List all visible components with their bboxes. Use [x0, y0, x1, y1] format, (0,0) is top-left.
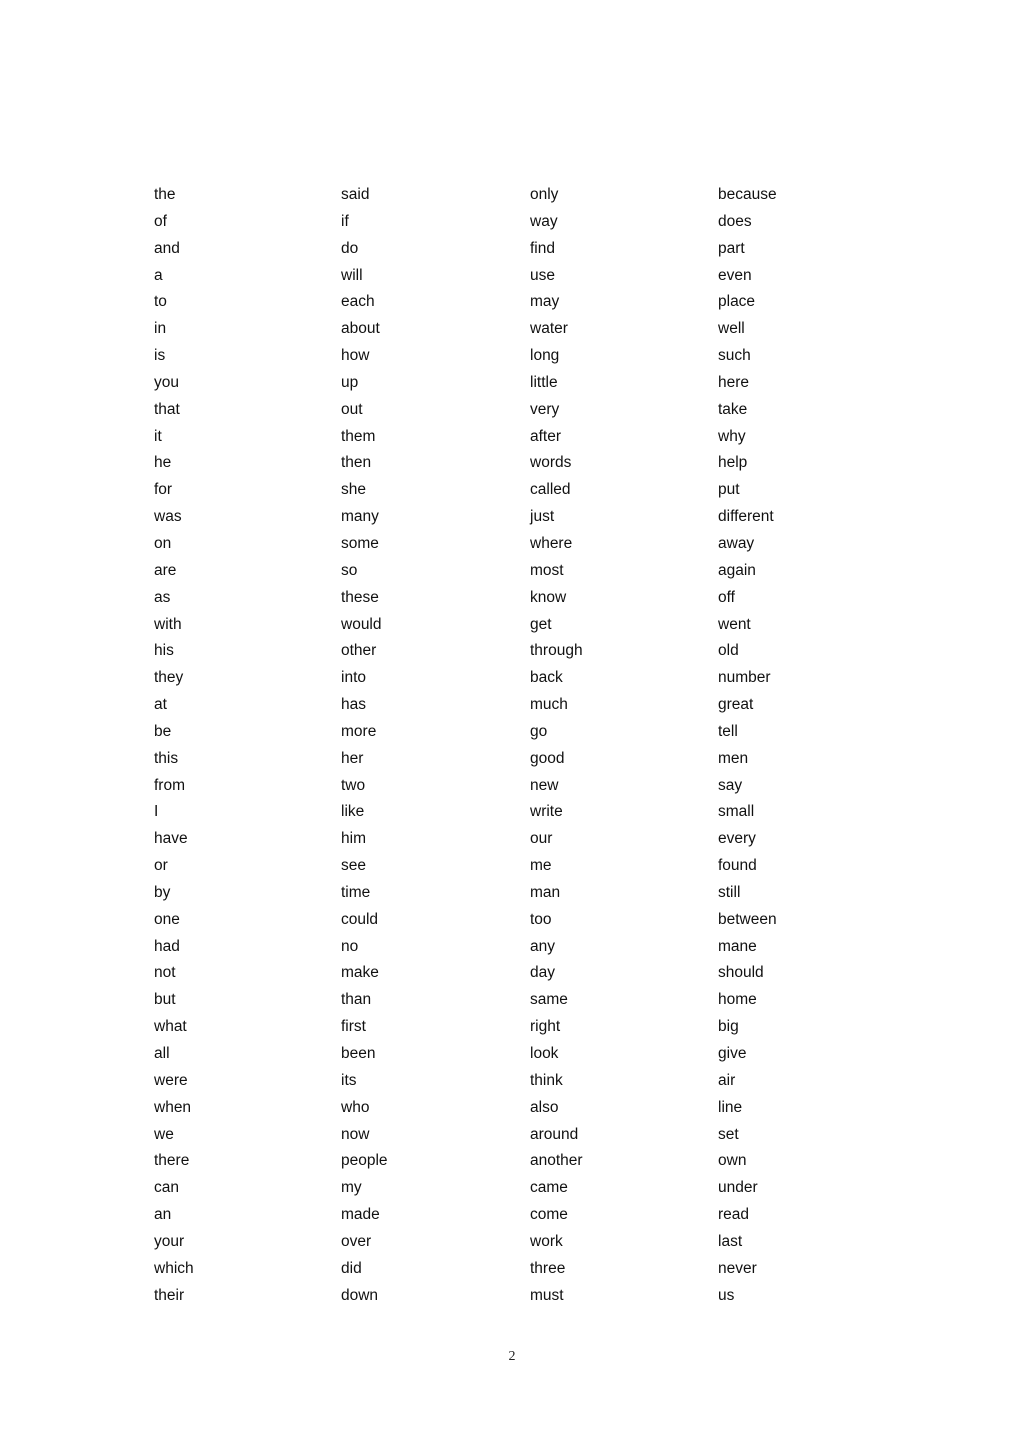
- word-item: write: [530, 803, 563, 821]
- word-item: over: [341, 1232, 372, 1250]
- word-item: must: [530, 1286, 564, 1304]
- word-item: under: [718, 1179, 758, 1197]
- word-item: even: [718, 266, 752, 284]
- word-item: through: [530, 642, 583, 660]
- word-list-table: [154, 182, 914, 1312]
- word-item: made: [341, 1206, 380, 1224]
- word-item: way: [530, 212, 558, 230]
- word-item: should: [718, 964, 764, 982]
- word-item: just: [530, 508, 555, 526]
- word-item: could: [341, 910, 379, 928]
- word-item: does: [718, 212, 752, 230]
- word-item: why: [718, 427, 746, 445]
- word-item: well: [718, 320, 745, 338]
- word-item: make: [341, 964, 379, 982]
- word-item: set: [718, 1125, 739, 1143]
- word-item: by: [154, 883, 171, 901]
- word-item: her: [341, 749, 364, 767]
- word-item: many: [341, 508, 379, 526]
- word-item: take: [718, 400, 748, 418]
- word-item: up: [341, 373, 359, 391]
- word-item: but: [154, 991, 176, 1009]
- word-item: will: [341, 266, 363, 284]
- word-item: again: [718, 561, 756, 579]
- word-item: come: [530, 1206, 568, 1224]
- word-item: use: [530, 266, 555, 284]
- word-item: two: [341, 776, 366, 794]
- word-item: when: [154, 1098, 192, 1116]
- word-item: water: [530, 320, 568, 338]
- word-item: he: [154, 454, 172, 472]
- word-item: any: [530, 937, 555, 955]
- word-item: one: [154, 910, 180, 928]
- word-item: find: [530, 239, 555, 257]
- word-column-4: [718, 182, 898, 1309]
- word-item: air: [718, 1071, 736, 1089]
- word-item: part: [718, 239, 745, 257]
- word-item: tell: [718, 722, 738, 740]
- word-item: people: [341, 1152, 388, 1170]
- word-item: work: [530, 1232, 563, 1250]
- word-item: also: [530, 1098, 559, 1116]
- word-item: time: [341, 883, 371, 901]
- word-item: great: [718, 696, 754, 714]
- word-item: be: [154, 722, 172, 740]
- word-item: line: [718, 1098, 743, 1116]
- word-item: of: [154, 212, 167, 230]
- word-item: was: [154, 508, 182, 526]
- word-item: new: [530, 776, 559, 794]
- word-item: had: [154, 937, 180, 955]
- word-item: more: [341, 722, 377, 740]
- word-item: back: [530, 669, 563, 687]
- word-item: mane: [718, 937, 757, 955]
- word-item: good: [530, 749, 565, 767]
- word-item: words: [530, 454, 572, 472]
- word-item: every: [718, 830, 756, 848]
- word-item: off: [718, 588, 735, 606]
- word-item: different: [718, 508, 774, 526]
- word-item: most: [530, 561, 564, 579]
- word-item: such: [718, 347, 751, 365]
- word-item: in: [154, 320, 167, 338]
- word-item: is: [154, 347, 166, 365]
- word-item: at: [154, 696, 167, 714]
- word-item: look: [530, 1045, 559, 1062]
- word-item: around: [530, 1125, 579, 1143]
- word-item: very: [530, 400, 560, 418]
- word-item: how: [341, 347, 370, 365]
- word-item: what: [154, 1018, 187, 1036]
- word-item: other: [341, 642, 377, 660]
- word-item: did: [341, 1259, 362, 1277]
- word-item: home: [718, 991, 757, 1009]
- word-item: called: [530, 481, 571, 499]
- word-item: here: [718, 373, 750, 391]
- word-item: or: [154, 857, 168, 875]
- word-item: now: [341, 1125, 370, 1143]
- word-item: see: [341, 857, 366, 875]
- word-item: read: [718, 1206, 750, 1224]
- word-item: place: [718, 293, 756, 311]
- word-item: where: [530, 534, 573, 552]
- word-item: help: [718, 454, 748, 472]
- word-item: were: [154, 1071, 188, 1089]
- word-item: this: [154, 749, 179, 767]
- word-item: been: [341, 1045, 376, 1062]
- word-item: from: [154, 776, 185, 794]
- word-item: have: [154, 830, 188, 848]
- word-item: your: [154, 1232, 185, 1250]
- word-item: on: [154, 534, 172, 552]
- word-item: its: [341, 1071, 357, 1089]
- word-item: last: [718, 1232, 743, 1250]
- word-item: away: [718, 534, 755, 552]
- word-item: there: [154, 1152, 190, 1170]
- word-item: only: [530, 186, 559, 203]
- word-item: each: [341, 293, 375, 311]
- word-item: into: [341, 669, 366, 687]
- page-number: 2: [508, 1349, 516, 1364]
- word-item: little: [530, 373, 558, 391]
- word-item: say: [718, 776, 743, 794]
- word-column-1: [154, 182, 334, 1309]
- word-item: three: [530, 1259, 566, 1277]
- word-item: think: [530, 1071, 563, 1089]
- word-item: and: [154, 239, 180, 257]
- word-item: between: [718, 910, 777, 928]
- word-item: some: [341, 534, 379, 552]
- word-item: number: [718, 669, 771, 687]
- word-item: I: [154, 803, 159, 821]
- word-item: like: [341, 803, 365, 821]
- word-item: for: [154, 481, 173, 499]
- word-item: same: [530, 991, 568, 1009]
- word-item: day: [530, 964, 555, 982]
- word-item: than: [341, 991, 372, 1009]
- word-item: long: [530, 347, 560, 365]
- word-item: went: [718, 615, 751, 633]
- word-item: put: [718, 481, 740, 499]
- word-item: came: [530, 1179, 568, 1197]
- word-item: do: [341, 239, 359, 257]
- word-item: are: [154, 561, 177, 579]
- word-item: big: [718, 1018, 739, 1036]
- word-item: out: [341, 400, 363, 418]
- word-item: never: [718, 1259, 757, 1277]
- word-item: which: [154, 1259, 194, 1277]
- word-item: these: [341, 588, 379, 606]
- word-column-2: [341, 182, 521, 1309]
- word-item: me: [530, 857, 552, 875]
- word-item: know: [530, 588, 567, 606]
- word-item: that: [154, 400, 180, 418]
- word-column-3: [530, 182, 710, 1309]
- word-item: to: [154, 293, 167, 311]
- word-item: no: [341, 937, 359, 955]
- word-item: go: [530, 722, 548, 740]
- word-item: man: [530, 883, 561, 901]
- word-item: then: [341, 454, 372, 472]
- word-item: them: [341, 427, 376, 445]
- word-item: not: [154, 964, 176, 982]
- word-item: first: [341, 1018, 366, 1036]
- word-item: she: [341, 481, 366, 499]
- word-item: us: [718, 1286, 735, 1304]
- word-item: can: [154, 1179, 179, 1197]
- word-item: we: [154, 1125, 174, 1143]
- word-item: would: [341, 615, 382, 633]
- word-item: still: [718, 883, 741, 901]
- word-item: the: [154, 186, 176, 203]
- word-item: with: [154, 615, 182, 633]
- word-item: give: [718, 1045, 747, 1062]
- word-item: right: [530, 1018, 561, 1036]
- word-item: much: [530, 696, 568, 714]
- word-item: my: [341, 1179, 362, 1197]
- word-item: an: [154, 1206, 172, 1224]
- word-item: him: [341, 830, 366, 848]
- word-item: our: [530, 830, 553, 848]
- word-item: as: [154, 588, 171, 606]
- word-item: small: [718, 803, 755, 821]
- word-item: own: [718, 1152, 747, 1170]
- word-item: men: [718, 749, 749, 767]
- word-item: found: [718, 857, 757, 875]
- word-item: all: [154, 1045, 170, 1062]
- word-item: another: [530, 1152, 583, 1170]
- word-item: his: [154, 642, 174, 660]
- word-item: a: [154, 266, 163, 284]
- word-item: their: [154, 1286, 185, 1304]
- word-item: about: [341, 320, 380, 338]
- word-item: it: [154, 427, 162, 445]
- word-item: has: [341, 696, 366, 714]
- word-item: too: [530, 910, 552, 928]
- word-item: if: [341, 212, 349, 230]
- word-item: old: [718, 642, 739, 660]
- word-item: who: [341, 1098, 370, 1116]
- word-item: because: [718, 186, 777, 203]
- word-item: after: [530, 427, 562, 445]
- word-item: you: [154, 373, 179, 391]
- word-item: down: [341, 1286, 379, 1304]
- word-item: they: [154, 669, 184, 687]
- word-item: may: [530, 293, 560, 311]
- word-item: said: [341, 186, 370, 203]
- word-item: so: [341, 561, 358, 579]
- word-item: get: [530, 615, 552, 633]
